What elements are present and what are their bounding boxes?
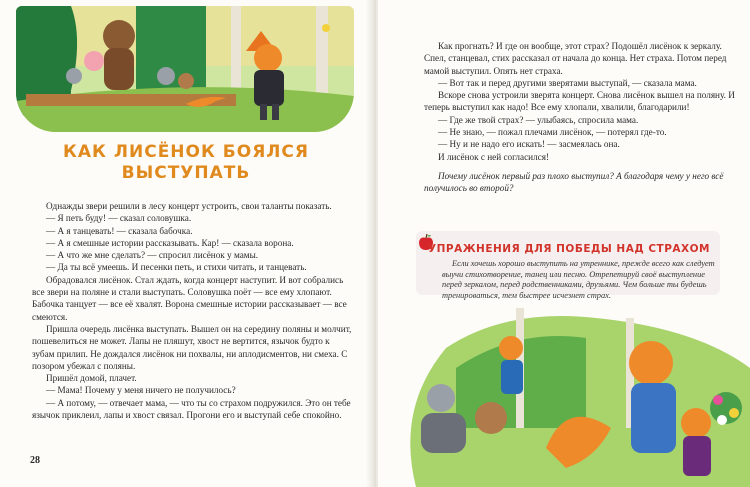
paragraph: Обрадовался лисёнок. Стал ждать, когда концерт наступит. И вот собрались все звери на поляне и стали выступать. Соловушка поёт — все ему хлопают. Бабочка танцует — все её хвалят. Ворона смешные истории рассказывает — все смеются. bbox=[32, 274, 347, 322]
paragraph: Однажды звери решили в лесу концерт устроить, свои таланты показать. bbox=[46, 201, 332, 211]
paragraph: — Да ты всё умеешь. И песенки петь, и стихи читать, и танцевать. bbox=[46, 262, 307, 273]
illustration-animal-concert bbox=[16, 6, 354, 132]
story-text-right bbox=[424, 40, 736, 163]
paragraph: Пришла очередь лисёнка выступать. Вышел он на середину поляны и молчит, пошевелиться не может. Лапы не пляшут, хвост не вертится, язычок будто к зубам прилип. Не дождался лисёнок ни похвалы, ни аплодисментов, ни смеха. С позором убежал с поляны. bbox=[32, 323, 352, 371]
paragraph: — Вот так и перед другими зверятами выступай, — сказала мама. bbox=[438, 77, 697, 88]
paragraph: Пришёл домой, плачет. bbox=[46, 373, 137, 384]
paragraph: Вскоре снова устроили зверята концерт. Снова лисёнок вышел на поляну. И теперь выступил как надо! Все ему хлопали, хвалили, благодарили! bbox=[424, 90, 735, 113]
page-number: 28 bbox=[30, 455, 40, 466]
story-title-line1: КАК ЛИСЁНОК БОЯЛСЯ bbox=[63, 142, 309, 162]
story-text-left bbox=[32, 200, 354, 421]
paragraph: — Я петь буду! — сказал соловушка. bbox=[46, 213, 192, 224]
left-page bbox=[0, 0, 372, 487]
paragraph: — А я смешные истории рассказывать. Кар! — сказала ворона. bbox=[46, 237, 294, 248]
paragraph: — Мама! Почему у меня ничего не получилось? bbox=[46, 385, 236, 396]
right-page bbox=[378, 0, 750, 487]
paragraph: — Где же твой страх? — улыбаясь, спросила мама. bbox=[438, 114, 639, 125]
paragraph: — А я танцевать! — сказала бабочка. bbox=[46, 225, 193, 236]
paragraph: — А потому, — отвечает мама, — что ты со страхом подружился. Это он тебе язычок приклеил, лапы и хвост связал. Прогони его и выступай себе спокойно. bbox=[32, 397, 351, 421]
paragraph: — А что же мне сделать? — спросил лисёнок у мамы. bbox=[46, 250, 259, 261]
exercise-text: Если хочешь хорошо выступить на утреннике, прежде всего как следует выучи стихотворение, танец или песню. Отрепетируй своё выступление перед зеркалом, перед родственниками, друзьями. Чем больше ты будешь тренироваться, тем быстрее исчезнет страх. bbox=[442, 259, 715, 300]
exercise-title: УПРАЖНЕНИЯ ДЛЯ ПОБЕДЫ НАД СТРАХОМ bbox=[428, 243, 711, 255]
paragraph: И лисёнок с ней согласился! bbox=[438, 151, 550, 162]
paragraph: — Не знаю, — пожал плечами лисёнок, — потерял где-то. bbox=[438, 127, 667, 138]
paragraph: — Ну и не надо его искать! — засмеялась она. bbox=[438, 139, 620, 150]
paragraph: Как прогнать? И где он вообще, этот страх? Подошёл лисёнок к зеркалу. Спел, станцевал, стих рассказал от начала до конца. Нет страха. Потом перед мамой выступил. Опять нет страха. bbox=[424, 41, 727, 76]
illustration-fox-with-mother bbox=[396, 308, 750, 487]
story-title-line2: ВЫСТУПАТЬ bbox=[121, 163, 251, 183]
story-question: Почему лисёнок первый раз плохо выступил? А благодаря чему у него всё получилось во второй? bbox=[424, 171, 724, 194]
